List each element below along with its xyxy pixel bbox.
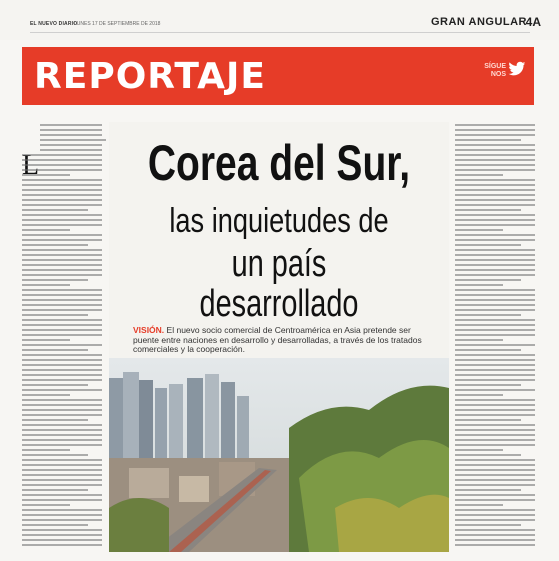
body-text-line	[455, 154, 535, 156]
lead-text: El nuevo socio comercial de Centroamérica en Asia pretende ser puente entre naciones en desarrollo y desarrolladas, a través de los tratados comerciales y la cooperación.	[133, 325, 422, 354]
body-text-line	[22, 174, 70, 176]
body-text-line	[22, 234, 102, 236]
body-text-line	[40, 149, 102, 151]
body-text-line	[40, 124, 102, 126]
body-text-line	[22, 489, 88, 491]
body-text-line	[455, 519, 535, 521]
body-text-line	[455, 514, 535, 516]
body-text-line	[455, 389, 535, 391]
body-text-line	[455, 449, 503, 451]
body-text-line	[22, 229, 70, 231]
body-text-line	[455, 259, 535, 261]
body-text-line	[455, 254, 535, 256]
body-text-line	[455, 229, 503, 231]
body-text-line	[455, 484, 535, 486]
body-text-line	[455, 344, 535, 346]
body-text-line	[455, 489, 521, 491]
body-text-line	[455, 534, 535, 536]
body-text-line	[22, 519, 102, 521]
body-text-line	[455, 364, 535, 366]
section-name: GRAN ANGULAR	[430, 16, 527, 28]
body-text-line	[455, 209, 521, 211]
body-text-line	[22, 354, 102, 356]
body-text-line	[40, 134, 102, 136]
body-text-line	[455, 274, 535, 276]
body-text-line	[40, 129, 102, 131]
body-text-line	[22, 514, 102, 516]
follow-label	[484, 63, 506, 79]
body-text-line	[22, 219, 102, 221]
body-text-line	[455, 269, 535, 271]
body-text-line	[455, 159, 535, 161]
body-text-line	[455, 529, 535, 531]
body-text-line	[22, 364, 102, 366]
body-text-line	[40, 139, 106, 141]
body-text-line	[455, 249, 535, 251]
body-text-line	[22, 209, 88, 211]
city-photo	[109, 358, 449, 552]
body-text-line	[22, 349, 88, 351]
issue-date: LUNES 17 DE SEPTIEMBRE DE 2018	[74, 21, 161, 27]
body-text-line	[455, 239, 535, 241]
body-text-line	[22, 334, 102, 336]
body-text-line	[22, 274, 102, 276]
body-text-line	[455, 324, 535, 326]
body-text-line	[22, 344, 102, 346]
body-text-line	[22, 544, 102, 546]
body-text-line	[455, 284, 503, 286]
body-text-line	[455, 509, 535, 511]
body-text-line	[22, 374, 102, 376]
masthead: EL NUEVO DIARIO	[30, 21, 78, 27]
body-text-line	[22, 434, 102, 436]
body-text-line	[455, 314, 521, 316]
body-text-line	[455, 459, 535, 461]
body-text-line	[22, 204, 102, 206]
body-text-line	[455, 359, 535, 361]
body-text-line	[455, 504, 503, 506]
body-text-line	[455, 399, 535, 401]
body-text-line	[22, 469, 102, 471]
body-text-line	[22, 179, 102, 181]
body-text-line	[455, 264, 535, 266]
body-text-line	[22, 389, 102, 391]
page-header	[0, 0, 559, 40]
body-text-line	[455, 429, 535, 431]
body-text-line	[22, 154, 102, 156]
body-text-line	[22, 159, 102, 161]
body-text-line	[455, 349, 521, 351]
body-text-line	[22, 379, 102, 381]
body-text-line	[22, 484, 102, 486]
body-text-line	[455, 434, 535, 436]
body-text-line	[22, 394, 70, 396]
body-text-line	[455, 329, 535, 331]
body-text-line	[22, 339, 70, 341]
body-text-line	[455, 289, 535, 291]
body-text-line	[455, 294, 535, 296]
body-text-line	[455, 184, 535, 186]
body-text-line	[455, 444, 535, 446]
body-text-line	[22, 399, 102, 401]
follow-line-2: NOS	[490, 71, 506, 78]
body-text-line	[22, 359, 102, 361]
body-text-line	[455, 164, 535, 166]
headline-line-3: un país desarrollado	[199, 243, 359, 325]
body-text-line	[455, 189, 535, 191]
body-text-line	[455, 424, 535, 426]
body-text-line	[22, 314, 88, 316]
body-text-line	[455, 139, 521, 141]
body-text-line	[455, 469, 535, 471]
body-text-line	[22, 424, 102, 426]
body-text-line	[22, 284, 70, 286]
body-text-line	[455, 354, 535, 356]
body-text-line	[22, 269, 102, 271]
body-text-line	[455, 124, 535, 126]
body-text-line	[455, 129, 535, 131]
body-text-line	[22, 194, 102, 196]
body-text-line	[22, 324, 102, 326]
body-text-line	[22, 319, 102, 321]
body-text-line	[22, 259, 102, 261]
left-text-column	[22, 122, 102, 552]
body-text-line	[22, 404, 102, 406]
lead-paragraph	[133, 326, 433, 355]
body-text-line	[455, 199, 535, 201]
body-text-line	[22, 164, 102, 166]
body-text-line	[455, 409, 535, 411]
body-text-line	[22, 479, 102, 481]
body-text-line	[455, 464, 535, 466]
body-text-line	[22, 239, 102, 241]
body-text-line	[455, 454, 521, 456]
body-text-line	[22, 409, 102, 411]
body-text-line	[22, 524, 88, 526]
body-text-line	[455, 179, 535, 181]
body-text-line	[455, 544, 535, 546]
body-text-line	[22, 299, 102, 301]
body-text-line	[22, 474, 102, 476]
body-text-line	[455, 334, 535, 336]
body-text-line	[455, 339, 503, 341]
body-text-line	[22, 279, 88, 281]
twitter-bird-icon	[508, 61, 526, 77]
body-text-line	[455, 234, 535, 236]
body-text-line	[455, 219, 535, 221]
body-text-line	[22, 534, 102, 536]
body-text-line	[22, 384, 88, 386]
body-text-line	[455, 524, 521, 526]
banner-title: REPORTAJE	[34, 56, 267, 97]
body-text-line	[455, 169, 535, 171]
body-text-line	[455, 394, 503, 396]
headline-line-1: Corea del Sur,	[147, 135, 411, 191]
body-text-line	[22, 419, 88, 421]
body-text-line	[22, 449, 70, 451]
page-number: 4A	[525, 15, 541, 29]
body-text-line	[22, 454, 88, 456]
body-text-line	[455, 304, 535, 306]
body-text-line	[455, 369, 535, 371]
body-text-line	[455, 299, 535, 301]
body-text-line	[22, 294, 102, 296]
body-text-line	[22, 504, 70, 506]
body-text-line	[455, 224, 535, 226]
body-text-line	[455, 244, 521, 246]
body-text-line	[22, 309, 102, 311]
body-text-line	[22, 249, 102, 251]
body-text-line	[22, 189, 102, 191]
body-text-line	[455, 414, 535, 416]
body-text-line	[455, 204, 535, 206]
body-text-line	[22, 244, 88, 246]
body-text-line	[455, 379, 535, 381]
body-text-line	[455, 499, 535, 501]
body-text-line	[455, 384, 521, 386]
right-text-column	[455, 122, 535, 552]
body-text-line	[22, 509, 102, 511]
body-text-line	[455, 474, 535, 476]
body-text-line	[22, 254, 102, 256]
body-text-line	[455, 404, 535, 406]
body-text-line	[22, 304, 102, 306]
body-text-line	[455, 144, 535, 146]
body-text-line	[22, 184, 102, 186]
body-text-line	[455, 319, 535, 321]
body-text-line	[22, 429, 102, 431]
header-divider	[30, 32, 530, 33]
body-text-line	[22, 199, 102, 201]
body-text-line	[455, 134, 535, 136]
body-text-line	[455, 479, 535, 481]
body-text-line	[455, 439, 535, 441]
body-text-line	[455, 279, 521, 281]
feature-area	[109, 122, 449, 552]
follow-line-1: SÍGUE	[484, 63, 506, 70]
headline-line-2: las inquietudes de	[169, 202, 389, 240]
body-text-line	[22, 169, 102, 171]
body-text-line	[455, 174, 503, 176]
body-text-line	[455, 214, 535, 216]
body-text-line	[22, 464, 102, 466]
body-text-line	[455, 494, 535, 496]
body-text-line	[22, 539, 102, 541]
body-text-line	[22, 369, 102, 371]
body-text-line	[22, 499, 102, 501]
body-text-line	[455, 374, 535, 376]
body-text-line	[455, 309, 535, 311]
body-text-line	[22, 439, 102, 441]
body-text-line	[22, 459, 102, 461]
body-text-line	[455, 194, 535, 196]
body-text-line	[22, 214, 102, 216]
body-text-line	[22, 289, 102, 291]
body-text-line	[455, 539, 535, 541]
body-text-line	[22, 264, 102, 266]
body-text-line	[22, 444, 102, 446]
section-banner	[22, 47, 534, 105]
body-text-line	[22, 329, 102, 331]
body-text-line	[40, 144, 102, 146]
body-text-line	[22, 529, 102, 531]
body-text-line	[22, 224, 102, 226]
body-text-line	[22, 494, 102, 496]
body-text-line	[455, 419, 521, 421]
body-text-line	[22, 414, 102, 416]
lead-label: VISIÓN.	[133, 325, 165, 335]
body-text-line	[455, 149, 535, 151]
